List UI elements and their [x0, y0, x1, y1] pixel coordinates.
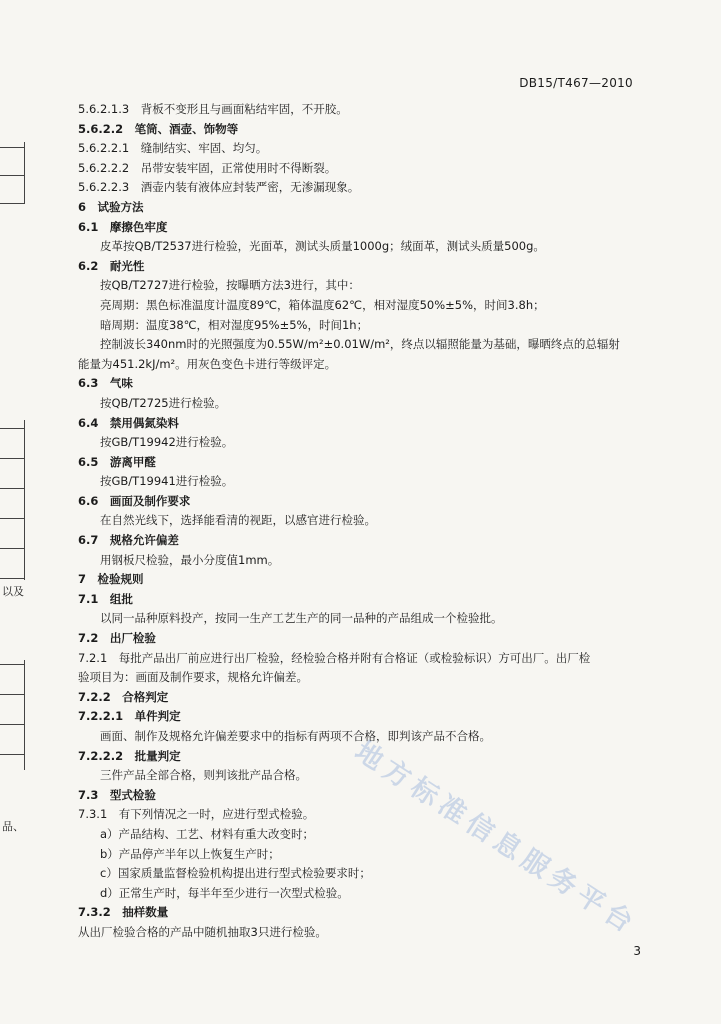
standard-code: DB15/T467—2010 — [519, 76, 633, 90]
section-heading: 7.3.2 抽样数量 — [78, 905, 169, 920]
body-text-line: 7.2.1 每批产品出厂前应进行出厂检验，经检验合格并附有合格证（或检验标识）方可出厂。出厂检 — [78, 650, 591, 665]
section-heading: 7.2.2.1 单件判定 — [78, 709, 181, 724]
body-text-line: 三件产品全部合格，则判该批产品合格。 — [100, 768, 307, 783]
body-text-line: 暗周期：温度38℃，相对湿度95%±5%，时间1h； — [100, 317, 369, 332]
margin-fragment: 品、 — [2, 820, 24, 833]
section-heading: 6.1 摩擦色牢度 — [78, 219, 168, 234]
section-heading: 7.1 组批 — [78, 591, 133, 606]
body-text-line: 画面、制作及规格允许偏差要求中的指标有两项不合格，即判该产品不合格。 — [100, 729, 491, 743]
binding-margin — [0, 0, 30, 1024]
document-body — [78, 100, 658, 943]
body-text-line: 皮革按QB/T2537进行检验，光面革，测试头质量1000g；绒面革，测试头质量500g。 — [100, 239, 545, 254]
body-text-line: c）国家质量监督检验机构提出进行型式检验要求时； — [100, 866, 371, 881]
section-heading: 5.6.2.2 笔筒、酒壶、饰物等 — [78, 121, 239, 136]
section-heading: 6.5 游离甲醛 — [78, 454, 156, 469]
body-text-line: 7.3.1 有下列情况之一时，应进行型式检验。 — [78, 807, 315, 822]
body-text-line: 亮周期：黑色标准温度计温度89℃，箱体温度62℃，相对湿度50%±5%，时间3.8h； — [100, 297, 545, 312]
section-heading: 6 试验方法 — [78, 199, 144, 214]
section-heading: 7.3 型式检验 — [78, 787, 156, 802]
section-heading: 7.2.2 合格判定 — [78, 689, 169, 704]
body-text-line: 5.6.2.2.1 缝制结实、牢固、均匀。 — [78, 141, 268, 156]
section-heading: 7.2.2.2 批量判定 — [78, 748, 181, 763]
body-text-line: 5.6.2.2.3 酒壶内装有液体应封装严密，无渗漏现象。 — [78, 180, 360, 195]
body-text-line: 5.6.2.1.3 背板不变形且与画面粘结牢固，不开胶。 — [78, 102, 348, 116]
body-text-line: 用钢板尺检验，最小分度值1mm。 — [100, 552, 280, 567]
body-text-line: a）产品结构、工艺、材料有重大改变时； — [100, 826, 315, 841]
section-heading: 7.2 出厂检验 — [78, 631, 156, 646]
body-text-line: 验项目为：画面及制作要求，规格允许偏差。 — [78, 670, 308, 685]
margin-fragment: 以及 — [2, 585, 24, 598]
section-heading: 6.4 禁用偶氮染料 — [78, 415, 179, 430]
section-heading: 6.7 规格允许偏差 — [78, 533, 179, 548]
watermark-text: 地方标准信息服务平台 — [349, 735, 643, 942]
section-heading: 7 检验规则 — [78, 572, 144, 587]
body-text-line: 5.6.2.2.2 吊带安装牢固，正常使用时不得断裂。 — [78, 160, 337, 175]
body-text-line: 在自然光线下，选择能看清的视距，以感官进行检验。 — [100, 513, 376, 528]
body-text-line: 按QB/T2727进行检验，按曝晒方法3进行，其中： — [100, 278, 360, 293]
body-text-line: 按GB/T19942进行检验。 — [100, 435, 234, 450]
section-heading: 6.3 气味 — [78, 376, 133, 391]
page-number: 3 — [633, 944, 641, 958]
body-text-line: 按GB/T19941进行检验。 — [100, 474, 234, 489]
body-text-line: d）正常生产时，每半年至少进行一次型式检验。 — [100, 885, 349, 900]
section-heading: 6.6 画面及制作要求 — [78, 493, 191, 508]
body-text-line: 按QB/T2725进行检验。 — [100, 395, 227, 410]
body-text-line: 能量为451.2kJ/m²。用灰色变色卡进行等级评定。 — [78, 356, 337, 371]
body-text-line: 控制波长340nm时的光照强度为0.55W/m²±0.01W/m²，终点以辐照能量为基础，曝晒终点的总辐射 — [100, 337, 620, 352]
body-text-line: 以同一品种原料投产，按同一生产工艺生产的同一品种的产品组成一个检验批。 — [100, 611, 503, 626]
section-heading: 6.2 耐光性 — [78, 258, 145, 273]
body-text-line: b）产品停产半年以上恢复生产时； — [100, 846, 280, 861]
body-text-line: 从出厂检验合格的产品中随机抽取3只进行检验。 — [78, 924, 327, 939]
